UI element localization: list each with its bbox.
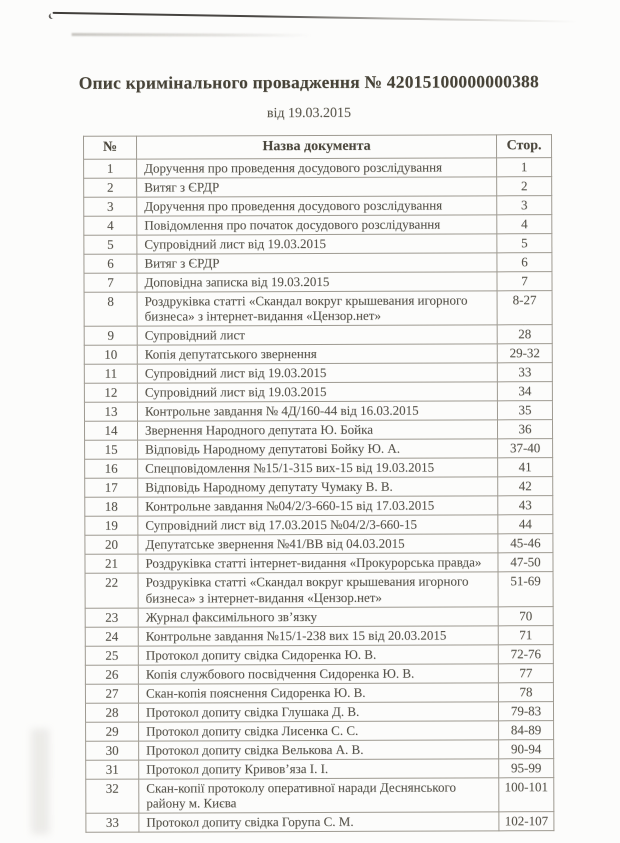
page-range-cell: 2 [497,176,552,195]
page-range-cell: 44 [498,515,553,534]
page-range-cell: 29-32 [497,344,552,363]
row-number-cell: 10 [84,345,137,364]
page-range-cell: 90-94 [499,739,554,758]
document-name-cell: Протокол допиту свідка Лисенка С. С. [139,720,499,740]
scan-artifact-left-smudge [31,729,49,834]
document-name-cell: Протокол допиту свідка Глушака Д. В. [138,701,498,721]
table-row [86,777,554,813]
page-range-cell: 35 [497,401,552,420]
row-number-cell: 20 [85,535,138,554]
page-range-cell: 71 [498,625,553,644]
document-name-cell: Витяг з ЄРДР [137,252,497,272]
document-name-cell: Супровідний лист [137,325,497,345]
document-name-cell: Повідомлення про початок досудового розслідування [137,214,497,234]
document-name-cell: Копія депутатського звернення [137,344,497,364]
row-number-cell: 5 [84,235,137,254]
row-number-cell: 18 [85,497,138,516]
table-row [84,420,552,441]
page-range-cell: 70 [498,606,553,625]
table-row [84,252,552,273]
table-row [84,214,552,235]
row-number-cell: 13 [84,402,137,421]
document-name-cell: Роздруківка статті «Скандал вокруг крышевания игорного бизнеса» з інтернет-видання «Цензор.нет» [138,572,498,608]
document-name-cell: Витяг з ЄРДР [137,176,497,196]
document-name-cell: Копія службового посвідчення Сидоренка Ю. В. [138,663,498,683]
row-number-cell: 31 [86,760,139,779]
row-number-cell: 2 [84,178,137,197]
document-name-cell: Спецповідомлення №15/1-315 вих-15 від 19.03.2015 [138,458,498,478]
document-name-cell: Контрольне завдання № 4Д/160-44 від 16.03.2015 [137,401,497,421]
table-row [85,534,553,555]
document-name-cell: Супровідний лист від 19.03.2015 [137,233,497,253]
column-header-pages: Стор. [497,135,552,158]
table-row [85,663,553,684]
row-number-cell: 27 [85,684,138,703]
document-index-table [83,134,554,833]
document-name-cell: Контрольне завдання №15/1-238 вих 15 від 20.03.2015 [138,625,498,645]
table-row [86,720,554,741]
table-row [85,439,553,460]
row-number-cell: 33 [86,813,139,832]
table-row [85,496,553,517]
document-name-cell: Протокол допиту свідка Сидоренка Ю. В. [138,644,498,664]
table-row [84,401,552,422]
table-row [86,812,554,833]
document-name-cell: Скан-копія пояснення Сидоренка Ю. В. [138,682,498,702]
document-name-cell: Протокол допиту свідка Горупа С. М. [139,812,499,832]
page-range-cell: 78 [498,682,553,701]
row-number-cell: 4 [84,216,137,235]
document-name-cell: Роздруківка статті інтернет-видання «Прокурорська правда» [138,553,498,573]
table-row [86,758,554,779]
page-range-cell: 45-46 [498,534,553,553]
row-number-cell: 23 [85,608,138,627]
table-row [85,572,553,608]
page-range-cell: 28 [497,325,552,344]
row-number-cell: 30 [86,741,139,760]
table-row [84,157,552,178]
table-row [85,644,553,665]
row-number-cell: 26 [85,665,138,684]
document-table-body [84,157,554,832]
row-number-cell: 3 [84,197,137,216]
page-range-cell: 8-27 [497,290,552,325]
document-name-cell: Скан-копії протоколу оперативної наради Деснянського району м. Києва [139,777,499,813]
row-number-cell: 8 [84,292,137,327]
page-range-cell: 102-107 [499,812,554,831]
page-range-cell: 7 [497,271,552,290]
table-row [86,739,554,760]
document-name-cell: Супровідний лист від 17.03.2015 №04/2/3-660-15 [138,515,498,535]
document-name-cell: Супровідний лист від 19.03.2015 [137,363,497,383]
row-number-cell: 29 [86,722,139,741]
document-name-cell: Відповідь Народному депутату Чумаку В. В. [138,477,498,497]
row-number-cell: 7 [84,273,137,292]
table-row [85,553,553,574]
page-range-cell: 100-101 [499,777,554,812]
page-range-cell: 77 [498,663,553,682]
table-row [84,195,552,216]
document-name-cell: Контрольне завдання №04/2/3-660-15 від 17.03.2015 [138,496,498,516]
document-name-cell: Протокол допиту свідка Велькова А. В. [139,739,499,759]
table-header-row [84,135,552,159]
document-title: Опис кримінального провадження № 42015100000000388 [78,71,539,93]
table-row [84,325,552,346]
table-row [85,477,553,498]
document-date: від 19.03.2015 [266,105,352,122]
row-number-cell: 11 [84,364,137,383]
page-range-cell: 79-83 [498,701,553,720]
page-range-cell: 1 [497,157,552,176]
row-number-cell: 28 [85,703,138,722]
row-number-cell: 22 [85,573,138,608]
page-range-cell: 6 [497,252,552,271]
column-header-name: Назва документа [137,135,497,159]
page-range-cell: 41 [498,458,553,477]
page-range-cell: 47-50 [498,553,553,572]
table-row [84,344,552,365]
table-row [85,515,553,536]
document-name-cell: Депутатське звернення №41/ВВ від 04.03.2015 [138,534,498,554]
table-row [84,382,552,403]
document-name-cell: Доручення про проведення досудового розслідування [137,157,497,177]
page-range-cell: 33 [497,363,552,382]
row-number-cell: 1 [84,159,137,178]
table-row [84,271,552,292]
table-row [84,290,552,326]
column-header-number: № [84,136,137,159]
row-number-cell: 12 [84,383,137,402]
page-range-cell: 34 [497,382,552,401]
row-number-cell: 25 [85,646,138,665]
row-number-cell: 32 [86,779,139,814]
page-range-cell: 5 [497,233,552,252]
page-range-cell: 84-89 [499,720,554,739]
row-number-cell: 19 [85,516,138,535]
row-number-cell: 9 [84,326,137,345]
page-range-cell: 42 [498,477,553,496]
page-range-cell: 43 [498,496,553,515]
table-row [85,682,553,703]
page-range-cell: 95-99 [499,758,554,777]
document-name-cell: Роздруківка статті «Скандал вокруг крышевания игорного бизнеса» з інтернет-видання «Цензор.нет» [137,290,497,326]
row-number-cell: 6 [84,254,137,273]
page-range-cell: 36 [497,420,552,439]
row-number-cell: 16 [85,459,138,478]
row-number-cell: 15 [85,440,138,459]
document-name-cell: Супровідний лист від 19.03.2015 [137,382,497,402]
document-name-cell: Доповідна записка від 19.03.2015 [137,271,497,291]
document-name-cell: Відповідь Народному депутатові Бойку Ю. А. [138,439,498,459]
row-number-cell: 24 [85,627,138,646]
document-name-cell: Доручення про проведення досудового розслідування [137,195,497,215]
document-name-cell: Протокол допиту Кривов’яза І. І. [139,758,499,778]
page-range-cell: 4 [497,214,552,233]
table-row [85,606,553,627]
table-row [85,625,553,646]
row-number-cell: 17 [85,478,138,497]
table-row [85,701,553,722]
document-name-cell: Журнал факсимільного зв’язку [138,606,498,626]
page-range-cell: 3 [497,195,552,214]
row-number-cell: 21 [85,554,138,573]
document-name-cell: Звернення Народного депутата Ю. Бойка [137,420,497,440]
table-row [84,176,552,197]
table-row [84,363,552,384]
page-range-cell: 51-69 [498,572,553,607]
page-range-cell: 37-40 [498,439,553,458]
table-row [85,458,553,479]
table-row [84,233,552,254]
row-number-cell: 14 [84,421,137,440]
page-range-cell: 72-76 [498,644,553,663]
